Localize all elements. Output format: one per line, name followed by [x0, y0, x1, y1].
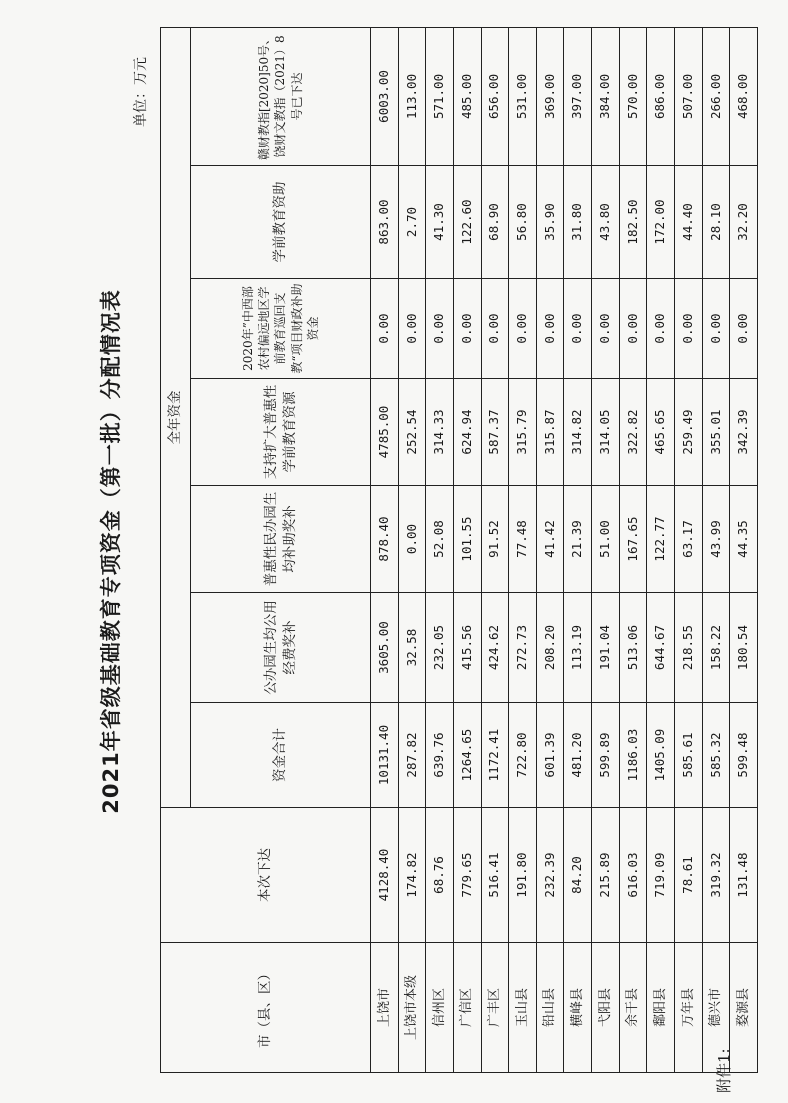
table-row [398, 27, 426, 1072]
cell-expand-inclusive: 4785.00 [371, 379, 399, 486]
cell-region: 广丰区 [481, 943, 509, 1073]
cell-private-inclusive: 51.00 [592, 486, 620, 593]
cell-region: 余干县 [619, 943, 647, 1073]
cell-public-kindergarten: 644.67 [647, 593, 675, 703]
cell-preschool-aid: 172.00 [647, 166, 675, 279]
cell-public-kindergarten: 113.19 [564, 593, 592, 703]
cell-preschool-aid: 31.80 [564, 166, 592, 279]
table-row [453, 27, 481, 1072]
cell-preschool-aid: 56.80 [509, 166, 537, 279]
cell-central-west: 0.00 [564, 279, 592, 379]
cell-expand-inclusive: 322.82 [619, 379, 647, 486]
page-title: 2021年省级基础教育专项资金（第一批）分配情况表 [99, 289, 123, 814]
cell-already-issued: 113.00 [398, 27, 426, 165]
cell-central-west: 0.00 [509, 279, 537, 379]
cell-central-west: 0.00 [592, 279, 620, 379]
allocation-table [160, 27, 758, 1073]
cell-private-inclusive: 91.52 [481, 486, 509, 593]
cell-expand-inclusive: 624.94 [453, 379, 481, 486]
header-expand-inclusive: 支持扩大普惠性学前教育资源 [191, 379, 371, 486]
cell-expand-inclusive: 355.01 [702, 379, 730, 486]
cell-public-kindergarten: 158.22 [702, 593, 730, 703]
header-this-issue: 本次下达 [161, 808, 371, 943]
cell-already-issued: 507.00 [675, 27, 703, 165]
cell-this-issue: 68.76 [426, 808, 454, 943]
cell-preschool-aid: 32.20 [730, 166, 758, 279]
table-row [564, 27, 592, 1072]
cell-total: 601.39 [536, 703, 564, 808]
cell-private-inclusive: 167.65 [619, 486, 647, 593]
cell-total: 1405.09 [647, 703, 675, 808]
cell-public-kindergarten: 415.56 [453, 593, 481, 703]
cell-central-west: 0.00 [426, 279, 454, 379]
cell-this-issue: 616.03 [619, 808, 647, 943]
table-row [371, 27, 399, 1072]
cell-private-inclusive: 41.42 [536, 486, 564, 593]
cell-already-issued: 384.00 [592, 27, 620, 165]
cell-central-west: 0.00 [675, 279, 703, 379]
cell-total: 585.32 [702, 703, 730, 808]
cell-region: 铅山县 [536, 943, 564, 1073]
cell-preschool-aid: 863.00 [371, 166, 399, 279]
cell-region: 婺源县 [730, 943, 758, 1073]
header-private-inclusive: 普惠性民办园生均补助奖补 [191, 486, 371, 593]
header-preschool-aid: 学前教育资助 [191, 166, 371, 279]
cell-region: 广信区 [453, 943, 481, 1073]
table-row [730, 27, 758, 1072]
cell-public-kindergarten: 218.55 [675, 593, 703, 703]
table-row [702, 27, 730, 1072]
cell-region: 万年县 [675, 943, 703, 1073]
cell-expand-inclusive: 314.82 [564, 379, 592, 486]
cell-central-west: 0.00 [702, 279, 730, 379]
table-row [481, 27, 509, 1072]
cell-private-inclusive: 52.08 [426, 486, 454, 593]
header-public-kindergarten: 公办园生均公用经费奖补 [191, 593, 371, 703]
cell-private-inclusive: 43.99 [702, 486, 730, 593]
unit-label: 单位：万元 [133, 57, 149, 127]
cell-private-inclusive: 0.00 [398, 486, 426, 593]
cell-total: 287.82 [398, 703, 426, 808]
cell-private-inclusive: 44.35 [730, 486, 758, 593]
cell-central-west: 0.00 [453, 279, 481, 379]
cell-this-issue: 779.65 [453, 808, 481, 943]
cell-already-issued: 656.00 [481, 27, 509, 165]
cell-total: 639.76 [426, 703, 454, 808]
cell-total: 722.80 [509, 703, 537, 808]
cell-central-west: 0.00 [398, 279, 426, 379]
table-row [675, 27, 703, 1072]
cell-expand-inclusive: 259.49 [675, 379, 703, 486]
cell-this-issue: 215.89 [592, 808, 620, 943]
cell-this-issue: 516.41 [481, 808, 509, 943]
cell-preschool-aid: 44.40 [675, 166, 703, 279]
cell-already-issued: 686.00 [647, 27, 675, 165]
cell-region: 玉山县 [509, 943, 537, 1073]
cell-already-issued: 485.00 [453, 27, 481, 165]
cell-region: 弋阳县 [592, 943, 620, 1073]
cell-expand-inclusive: 252.54 [398, 379, 426, 486]
cell-preschool-aid: 2.70 [398, 166, 426, 279]
cell-region: 横峰县 [564, 943, 592, 1073]
table-row [426, 27, 454, 1072]
cell-expand-inclusive: 465.65 [647, 379, 675, 486]
cell-total: 599.48 [730, 703, 758, 808]
cell-total: 481.20 [564, 703, 592, 808]
header-already-issued: 赣财教指[2020]50号、饶财文教指（2021）8号已下达 [191, 27, 371, 165]
cell-preschool-aid: 182.50 [619, 166, 647, 279]
cell-region: 上饶市本级 [398, 943, 426, 1073]
cell-this-issue: 84.20 [564, 808, 592, 943]
cell-public-kindergarten: 208.20 [536, 593, 564, 703]
cell-expand-inclusive: 314.05 [592, 379, 620, 486]
cell-central-west: 0.00 [481, 279, 509, 379]
cell-total: 585.61 [675, 703, 703, 808]
cell-private-inclusive: 122.77 [647, 486, 675, 593]
header-row-group [161, 27, 191, 1072]
cell-preschool-aid: 28.10 [702, 166, 730, 279]
cell-this-issue: 78.61 [675, 808, 703, 943]
cell-already-issued: 468.00 [730, 27, 758, 165]
cell-this-issue: 131.48 [730, 808, 758, 943]
cell-this-issue: 174.82 [398, 808, 426, 943]
cell-public-kindergarten: 513.06 [619, 593, 647, 703]
cell-central-west: 0.00 [647, 279, 675, 379]
cell-public-kindergarten: 232.05 [426, 593, 454, 703]
cell-central-west: 0.00 [536, 279, 564, 379]
cell-preschool-aid: 43.80 [592, 166, 620, 279]
cell-already-issued: 570.00 [619, 27, 647, 165]
cell-total: 599.89 [592, 703, 620, 808]
cell-already-issued: 397.00 [564, 27, 592, 165]
header-total: 资金合计 [191, 703, 371, 808]
cell-this-issue: 232.39 [536, 808, 564, 943]
cell-private-inclusive: 878.40 [371, 486, 399, 593]
cell-already-issued: 571.00 [426, 27, 454, 165]
table-row [647, 27, 675, 1072]
header-central-west: 2020年”中西部农村偏远地区学前教育巡回支教“项目财政补助资金 [191, 279, 371, 379]
cell-private-inclusive: 77.48 [509, 486, 537, 593]
cell-public-kindergarten: 272.73 [509, 593, 537, 703]
cell-public-kindergarten: 424.62 [481, 593, 509, 703]
cell-central-west: 0.00 [371, 279, 399, 379]
table-row [536, 27, 564, 1072]
cell-total: 10131.40 [371, 703, 399, 808]
cell-preschool-aid: 68.90 [481, 166, 509, 279]
cell-this-issue: 191.80 [509, 808, 537, 943]
cell-this-issue: 319.32 [702, 808, 730, 943]
cell-already-issued: 266.00 [702, 27, 730, 165]
cell-already-issued: 6003.00 [371, 27, 399, 165]
cell-preschool-aid: 35.90 [536, 166, 564, 279]
cell-expand-inclusive: 314.33 [426, 379, 454, 486]
cell-region: 上饶市 [371, 943, 399, 1073]
cell-already-issued: 369.00 [536, 27, 564, 165]
cell-central-west: 0.00 [730, 279, 758, 379]
cell-already-issued: 531.00 [509, 27, 537, 165]
header-region: 市（县、区） [161, 943, 371, 1073]
cell-public-kindergarten: 180.54 [730, 593, 758, 703]
table-row [619, 27, 647, 1072]
cell-preschool-aid: 122.60 [453, 166, 481, 279]
cell-expand-inclusive: 315.87 [536, 379, 564, 486]
cell-expand-inclusive: 587.37 [481, 379, 509, 486]
cell-central-west: 0.00 [619, 279, 647, 379]
attachment-label: 附件1: [715, 1048, 733, 1093]
cell-preschool-aid: 41.30 [426, 166, 454, 279]
cell-region: 德兴市 [702, 943, 730, 1073]
header-full-year-funds: 全年资金 [161, 27, 191, 807]
cell-public-kindergarten: 191.04 [592, 593, 620, 703]
table-row [509, 27, 537, 1072]
cell-region: 信州区 [426, 943, 454, 1073]
cell-private-inclusive: 21.39 [564, 486, 592, 593]
cell-total: 1264.65 [453, 703, 481, 808]
cell-private-inclusive: 63.17 [675, 486, 703, 593]
cell-total: 1186.03 [619, 703, 647, 808]
cell-this-issue: 4128.40 [371, 808, 399, 943]
cell-public-kindergarten: 3605.00 [371, 593, 399, 703]
cell-region: 鄱阳县 [647, 943, 675, 1073]
cell-private-inclusive: 101.55 [453, 486, 481, 593]
cell-expand-inclusive: 342.39 [730, 379, 758, 486]
cell-this-issue: 719.09 [647, 808, 675, 943]
cell-public-kindergarten: 32.58 [398, 593, 426, 703]
cell-expand-inclusive: 315.79 [509, 379, 537, 486]
cell-total: 1172.41 [481, 703, 509, 808]
table-row [592, 27, 620, 1072]
